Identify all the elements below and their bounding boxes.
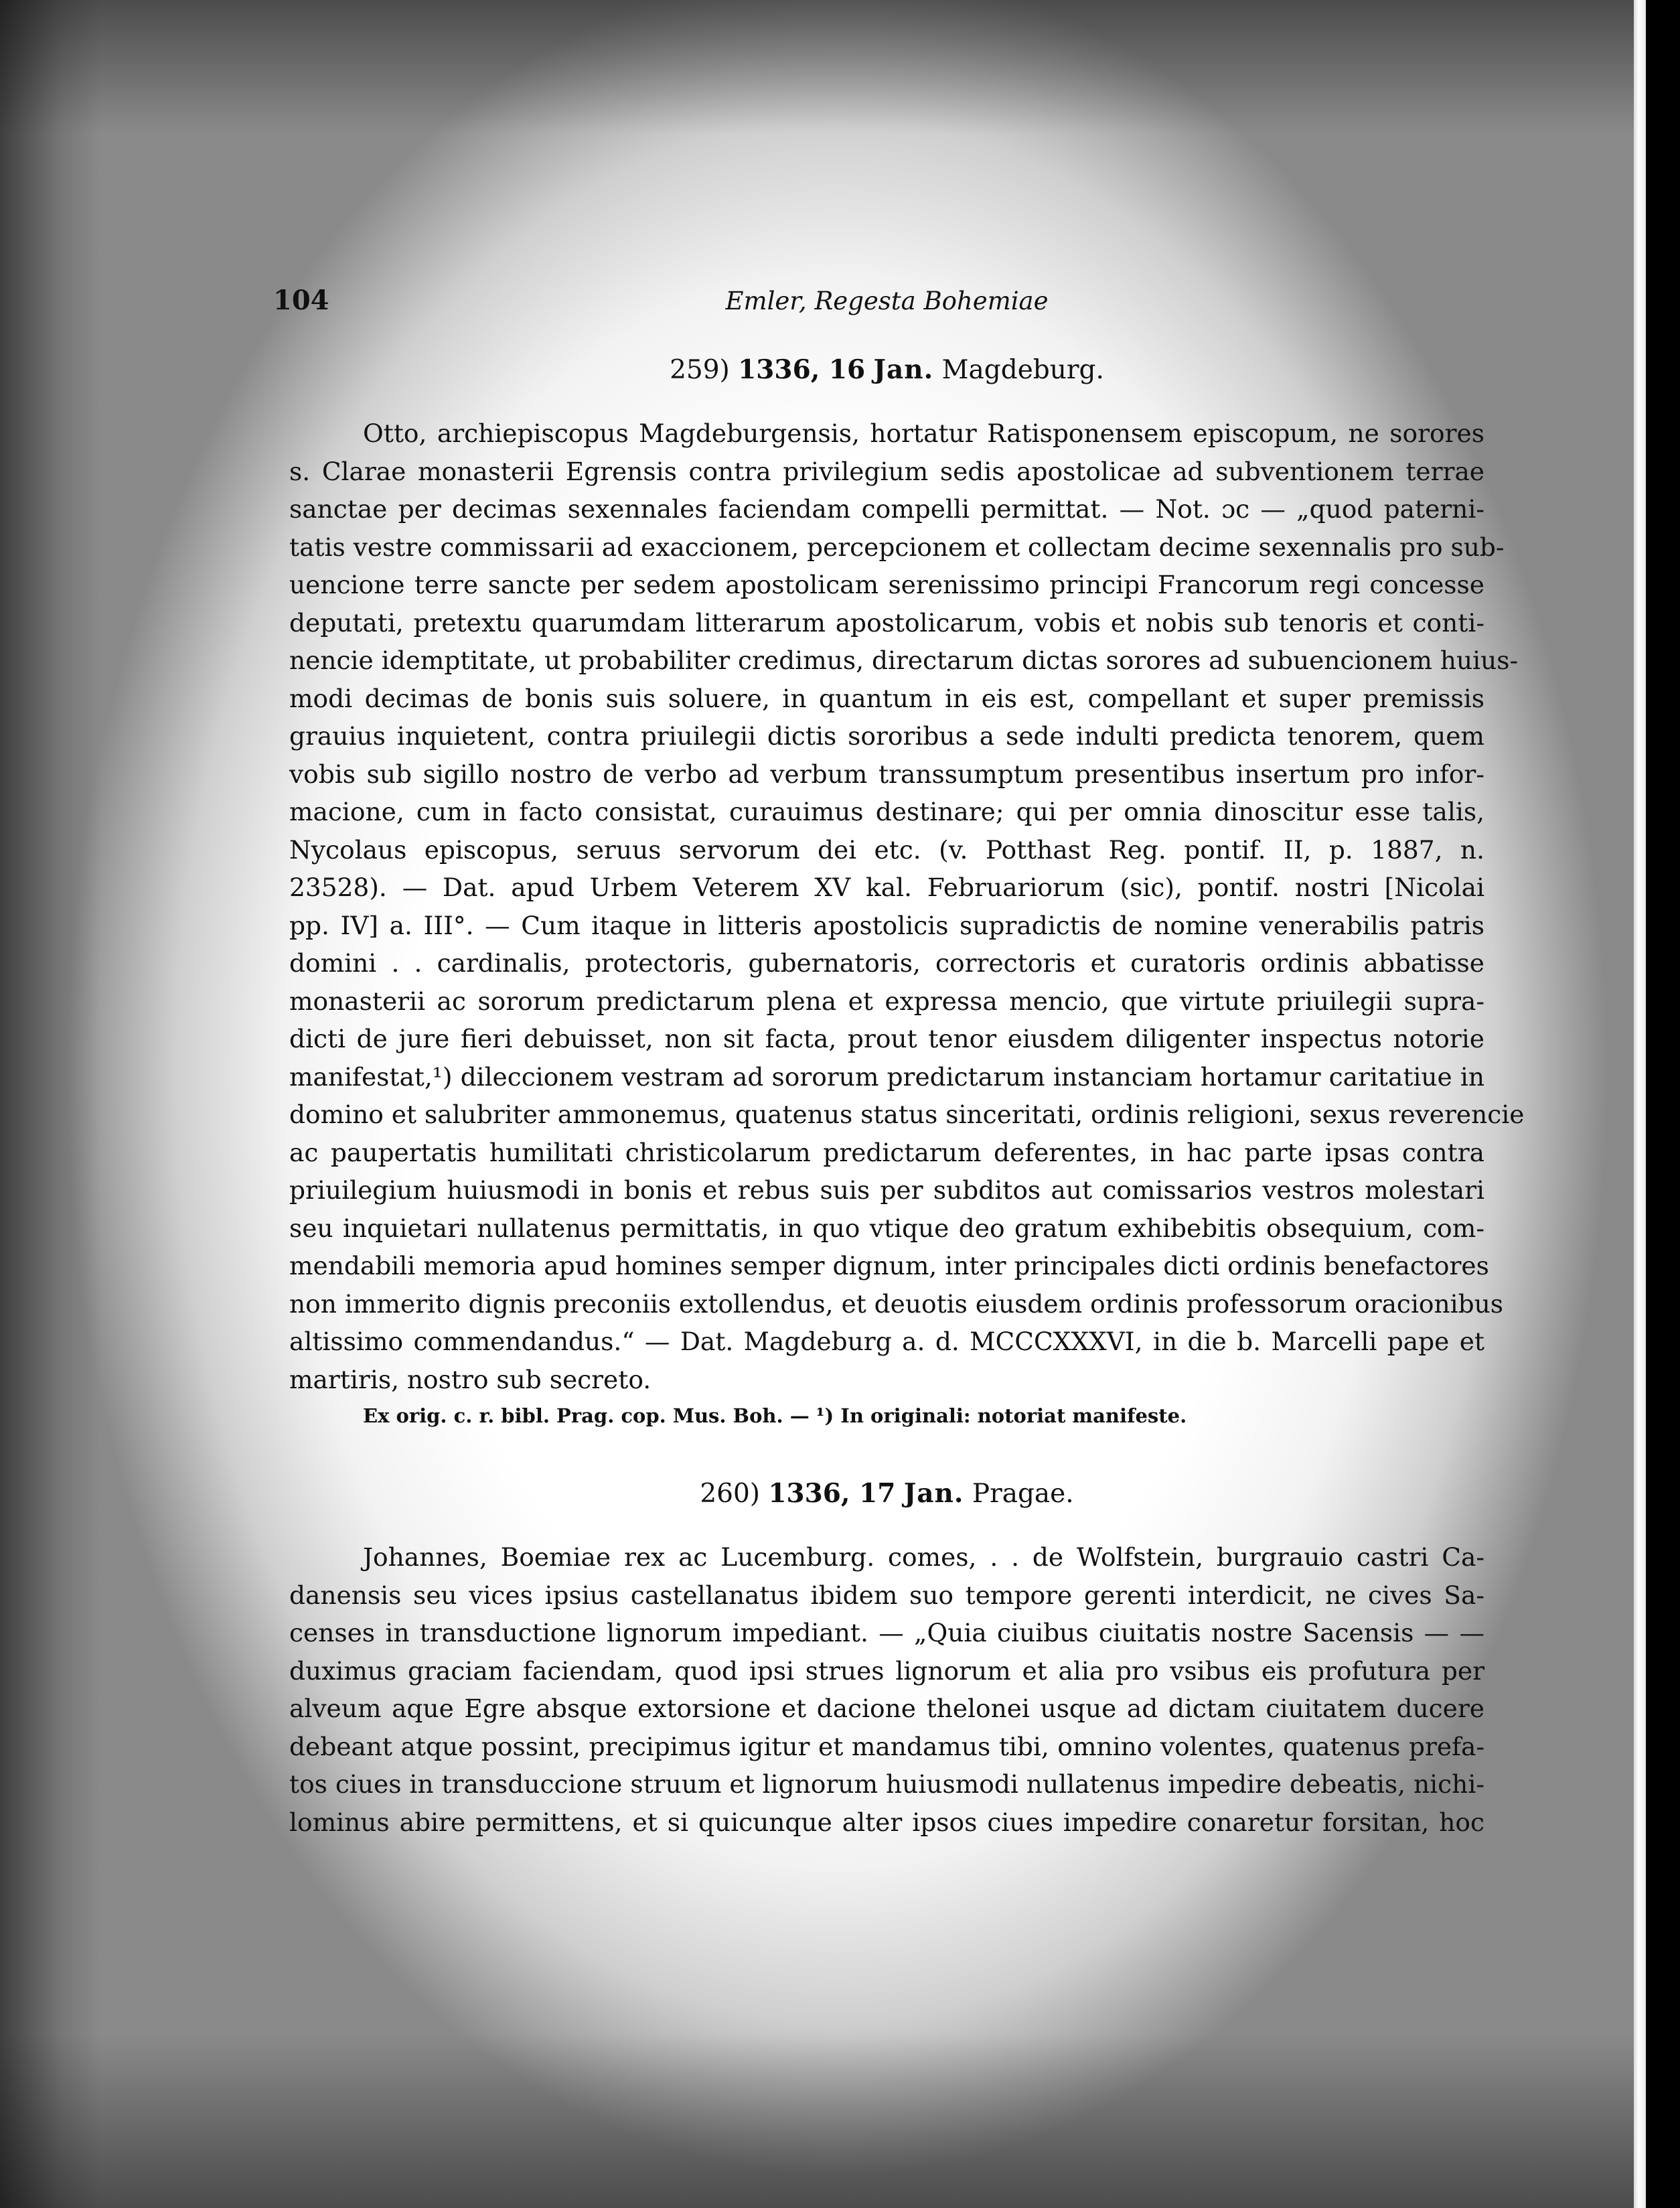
text-line: s. Clarae monasterii Egrensis contra privilegium sedis apostolicae ad subventionem terrae [289, 456, 1484, 486]
text-line: non immerito dignis preconiis extollendus, et deuotis eiusdem ordinis professorum oracionibus [289, 1289, 1504, 1319]
entry-month: Jan. [873, 354, 934, 385]
text-line: lominus abire permittens, et si quicunque alter ipsos ciues impedire conaretur forsitan, hoc [289, 1807, 1484, 1837]
text-line: alveum aque Egre absque extorsione et dacione thelonei usque ad dictam ciuitatem ducere [289, 1694, 1484, 1723]
entry-number: 259) [670, 355, 730, 385]
entry-heading [289, 351, 1484, 389]
page-edge [1634, 0, 1646, 2208]
entry-date: 1336, 17 [768, 1478, 896, 1509]
text-line: macione, cum in facto consistat, curauimus destinare; qui per omnia dinoscitur esse talis, [289, 797, 1484, 826]
entry-place: Magdeburg. [941, 355, 1104, 385]
text-line: grauius inquietent, contra priuilegii dictis sororibus a sede indulti predicta tenorem, quem [289, 721, 1484, 751]
entry-number: 260) [700, 1479, 760, 1509]
entry-month: Jan. [903, 1478, 964, 1509]
entry-text [289, 1538, 1484, 1841]
entry-259 [289, 351, 1525, 1429]
text-line: nencie idemptitate, ut probabiliter credimus, directarum dictas sorores ad subuencionem huius- [289, 646, 1519, 675]
text-line: martiris, nostro sub secreto. [289, 1364, 652, 1394]
source-note: Ex orig. c. r. bibl. Prag. cop. Mus. Boh. — ¹) In originali: notoriat manifeste. [363, 1404, 1187, 1427]
text-line: tos ciues in transduccione struum et lignorum huiusmodi nullatenus impedire debeatis, nichi- [289, 1769, 1484, 1799]
text-line: 23528). — Dat. apud Urbem Veterem XV kal. Februariorum (sic), pontif. nostri [Nicolai [289, 873, 1484, 902]
text-line: uencione terre sancte per sedem apostolicam serenissimo principi Francorum regi concesse [289, 570, 1484, 599]
text-line: monasterii ac sororum predictarum plena et expressa mencio, que virtute priuilegii supra- [289, 986, 1484, 1016]
text-line: modi decimas de bonis suis soluere, in quantum in eis est, compellant et super premissis [289, 683, 1484, 713]
text-line: domino et salubriter ammonemus, quatenus status sinceritati, ordinis religioni, sexus reverencie [289, 1100, 1525, 1129]
page-number: 104 [273, 285, 329, 316]
entry-text [289, 415, 1525, 1398]
text-line: manifestat,¹) dileccionem vestram ad sororum predictarum instanciam hortamur caritatiue in [289, 1061, 1484, 1092]
entry-260 [289, 1475, 1484, 1841]
text-line: duximus graciam faciendam, quod ipsi strues lignorum et alia pro vsibus eis profutura per [289, 1655, 1484, 1686]
text-line: domini . . cardinalis, protectoris, gubernatoris, correctoris et curatoris ordinis abbatisse [289, 948, 1484, 978]
text-line: vobis sub sigillo nostro de verbo ad verbum transsumptum presentibus insertum pro infor- [289, 759, 1484, 789]
running-title: Emler, Regesta Bohemiae [725, 287, 1049, 315]
text-line: dicti de jure fieri debuisset, non sit facta, prout tenor eiusdem diligenter inspectus notorie [289, 1024, 1484, 1053]
text-line: altissimo commendandus.“ — Dat. Magdeburg a. d. MCCCXXXVI, in die b. Marcelli pape et [289, 1327, 1484, 1356]
text-line: Otto, archiepiscopus Magdeburgensis, hortatur Ratisponensem episcopum, ne sorores [363, 419, 1484, 448]
page-content [273, 275, 1525, 1841]
text-line: censes in transductione lignorum impediant. — „Quia ciuibus ciuitatis nostre Sacensis — — [289, 1618, 1484, 1647]
text-line: danensis seu vices ipsius castellanatus ibidem suo tempore gerenti interdicit, ne cives Sa- [289, 1580, 1484, 1610]
text-line: Johannes, Boemiae rex ac Lucemburg. comes, . . de Wolfstein, burgrauio castri Ca- [363, 1542, 1484, 1572]
text-line: Nycolaus episcopus, seruus servorum dei etc. (v. Potthast Reg. pontif. II, p. 1887, n. [289, 834, 1484, 865]
text-line: mendabili memoria apud homines semper dignum, inter principales dicti ordinis benefactores [289, 1251, 1489, 1280]
text-line: pp. IV] a. III°. — Cum itaque in litteris apostolicis supradictis de nomine venerabilis patris [289, 910, 1484, 940]
entry-place: Pragae. [972, 1479, 1074, 1509]
running-header [273, 275, 1484, 321]
text-line: deputati, pretextu quarumdam litterarum apostolicarum, vobis et nobis sub tenoris et conti- [289, 607, 1484, 638]
top-shadow [0, 0, 1644, 134]
text-line: debeant atque possint, precipimus igitur et mandamus tibi, omnino volentes, quatenus prefa- [289, 1731, 1484, 1761]
text-line: ac paupertatis humilitati christicolarum predictarum deferentes, in hac parte ipsas contra [289, 1137, 1484, 1167]
text-line: priuilegium huiusmodi in bonis et rebus suis per subditos aut comissarios vestros molestari [289, 1175, 1484, 1205]
entry-date: 1336, 16 [738, 354, 866, 385]
text-line: sanctae per decimas sexennales faciendam compelli permittat. — Not. ɔc — „quod paterni- [289, 494, 1484, 524]
text-line: seu inquietari nullatenus permittatis, in quo vtique deo gratum exhibebitis obsequium, com- [289, 1213, 1484, 1243]
text-line: tatis vestre commissarii ad exaccionem, percepcionem et collectam decime sexennalis pro sub- [289, 532, 1505, 562]
entry-heading [289, 1475, 1484, 1513]
